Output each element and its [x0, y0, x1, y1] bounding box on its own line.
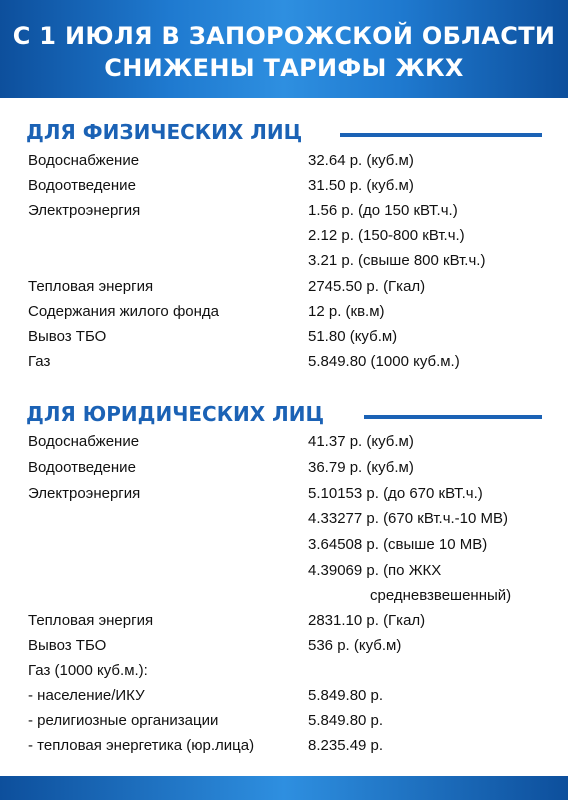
tariff-value: 41.37 р. (куб.м)	[308, 433, 414, 450]
section-title: ДЛЯ ЮРИДИЧЕСКИХ ЛИЦ	[26, 402, 325, 426]
tariff-value: 51.80 (куб.м)	[308, 328, 398, 345]
section-heading-individuals	[26, 120, 542, 144]
service-name: Вывоз ТБО	[28, 328, 107, 345]
tariff-value: 31.50 р. (куб.м)	[308, 177, 414, 194]
tariff-value: 2745.50 р. (Гкал)	[308, 278, 426, 295]
section-title: ДЛЯ ФИЗИЧЕСКИХ ЛИЦ	[26, 120, 303, 144]
service-name: Электроэнергия	[28, 485, 141, 502]
tariff-value: 8.235.49 р.	[308, 737, 384, 754]
service-name: - тепловая энергетика (юр.лица)	[28, 737, 255, 754]
tariff-value: 5.849.80 р.	[308, 712, 384, 729]
tariff-value: 5.849.80 (1000 куб.м.)	[308, 353, 460, 370]
service-name: Газ	[28, 353, 51, 370]
tariff-value: 536 р. (куб.м)	[308, 637, 402, 654]
section-rule	[364, 415, 542, 419]
service-name: Вывоз ТБО	[28, 637, 107, 654]
service-name: Электроэнергия	[28, 202, 141, 219]
tariff-value: 1.56 р. (до 150 кВТ.ч.)	[308, 202, 458, 219]
service-name: Тепловая энергия	[28, 612, 154, 629]
service-name: Водоснабжение	[28, 433, 140, 450]
tariff-value-continuation: средневзвешенный)	[370, 587, 512, 604]
tariff-value: 5.10153 р. (до 670 кВТ.ч.)	[308, 485, 483, 502]
service-name: Водоотведение	[28, 177, 136, 194]
tariff-value: 3.64508 р. (свыше 10 МВ)	[308, 536, 488, 553]
tariff-value: 4.33277 р. (670 кВт.ч.-10 МВ)	[308, 510, 509, 527]
service-name: Тепловая энергия	[28, 278, 154, 295]
title-line-1: С 1 ИЮЛЯ В ЗАПОРОЖСКОЙ ОБЛАСТИ	[12, 22, 556, 50]
service-name: - религиозные организации	[28, 712, 219, 729]
title-line-2: СНИЖЕНЫ ТАРИФЫ ЖКХ	[104, 54, 464, 82]
tariff-value: 2831.10 р. (Гкал)	[308, 612, 426, 629]
section-rule	[340, 133, 542, 137]
service-name: Водоотведение	[28, 459, 136, 476]
service-name: Газ (1000 куб.м.):	[28, 662, 148, 679]
service-name: Водоснабжение	[28, 152, 140, 169]
tariff-value: 2.12 р. (150-800 кВт.ч.)	[308, 227, 465, 244]
tariff-value: 3.21 р. (свыше 800 кВт.ч.)	[308, 252, 486, 269]
footer-band	[0, 776, 568, 800]
service-name: - население/ИКУ	[28, 687, 145, 704]
section-heading-legal	[26, 402, 542, 426]
tariff-value: 32.64 р. (куб.м)	[308, 152, 414, 169]
tariff-value: 5.849.80 р.	[308, 687, 384, 704]
tariff-value: 36.79 р. (куб.м)	[308, 459, 414, 476]
tariff-value: 4.39069 р. (по ЖКХ	[308, 562, 442, 579]
title-banner	[0, 0, 568, 98]
tariff-value: 12 р. (кв.м)	[308, 303, 385, 320]
service-name: Содержания жилого фонда	[28, 303, 220, 320]
